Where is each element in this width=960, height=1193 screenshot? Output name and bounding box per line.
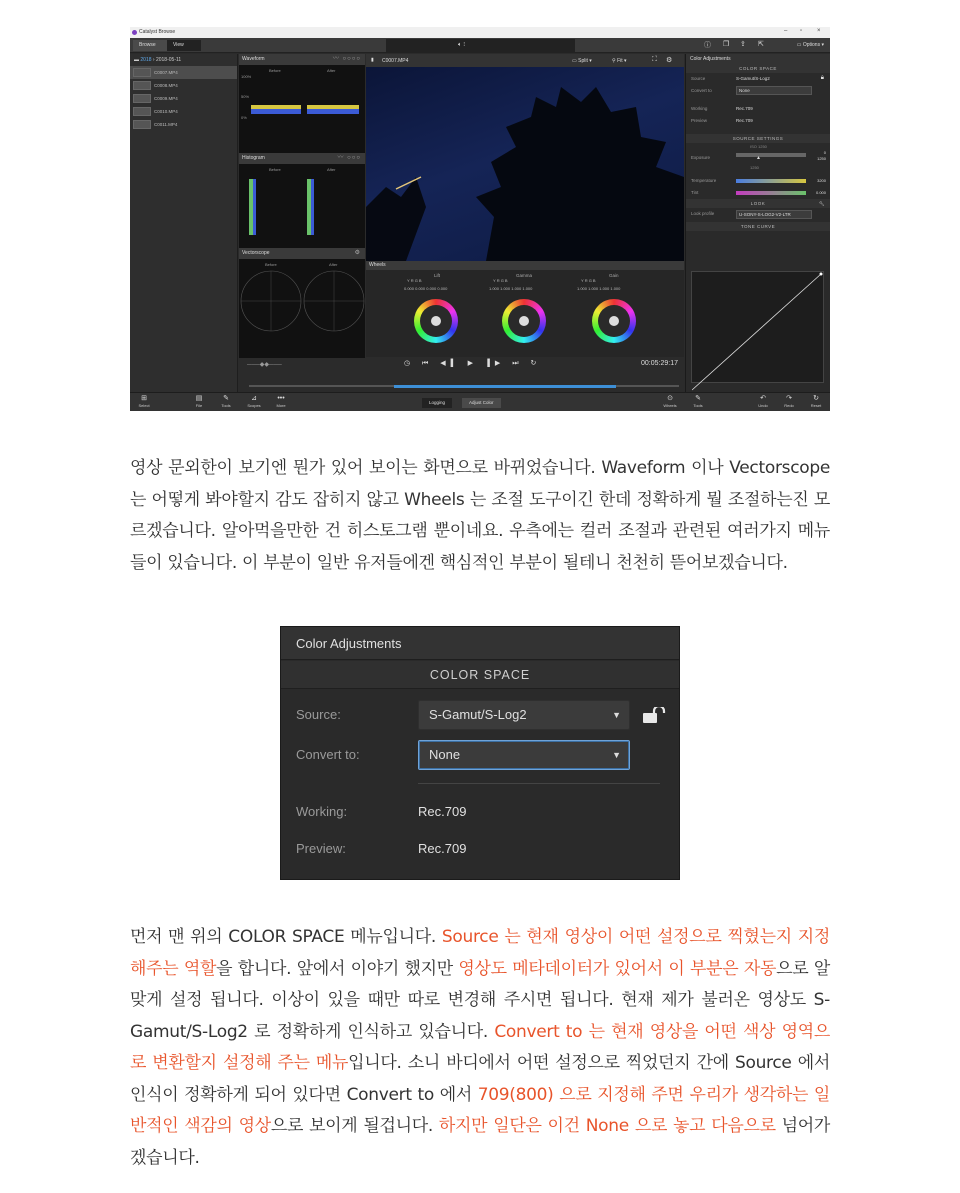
upload-icon[interactable]: ⇪	[740, 41, 746, 48]
export-icon[interactable]: ⇱	[758, 41, 764, 48]
before-label: Before	[269, 167, 281, 172]
app-logo-icon	[132, 30, 137, 35]
vectorscope-header	[239, 248, 365, 259]
tone-curve-line	[692, 272, 823, 392]
exposure-slider-thumb[interactable]: ▲	[756, 155, 761, 161]
select-label: Select	[138, 403, 150, 408]
reset-button[interactable]	[805, 395, 827, 408]
wrench-icon[interactable]: 🔧︎	[818, 201, 825, 206]
gamma-wheel-handle[interactable]	[519, 316, 529, 326]
tint-row	[686, 187, 830, 199]
temperature-row	[686, 175, 830, 187]
waveform-channel-toggles[interactable]: 〰 ○○○○	[332, 56, 361, 62]
film-icon: ▤	[195, 395, 203, 402]
select-button[interactable]	[133, 395, 155, 408]
color-adjustments-closeup	[280, 626, 680, 880]
lift-channels: Y R G B	[407, 278, 422, 283]
tab-view[interactable]: View	[167, 40, 201, 51]
after-label: After	[327, 68, 336, 73]
text-segment: 을 합니다. 앞에서 이야기 했지만	[216, 958, 459, 979]
tools-right-label: Tools	[693, 403, 703, 408]
text-segment: 먼저 맨 위의 COLOR SPACE 메뉴입니다.	[130, 927, 442, 947]
gain-label: Gain	[609, 273, 619, 278]
temperature-label: Temperature	[691, 178, 717, 183]
convert-to-dropdown[interactable]	[418, 740, 630, 770]
source-row	[686, 73, 830, 85]
source-value: S-Gamut/S-Log2	[429, 707, 527, 722]
undo-icon: ↶	[760, 395, 766, 402]
look-profile-row	[686, 208, 830, 222]
tab-adjust-color[interactable]: Adjust Color	[462, 398, 501, 408]
file-thumbnail	[133, 107, 151, 116]
gamma-label: Gamma	[516, 273, 533, 278]
fullscreen-icon[interactable]: ⛶	[652, 56, 657, 63]
chevron-down-icon: ▼	[612, 710, 621, 720]
working-label: Working	[691, 106, 708, 111]
before-label: Before	[269, 68, 281, 73]
convert-to-value: None	[429, 747, 461, 762]
file-thumbnail	[133, 68, 151, 77]
wrench-icon: ✎	[695, 395, 701, 402]
video-viewer[interactable]	[366, 67, 684, 261]
preview-value: Rec.709	[418, 841, 467, 856]
working-label: Working:	[296, 804, 348, 819]
wheels-button[interactable]	[659, 395, 681, 408]
scopes-panel	[239, 54, 365, 358]
video-frame	[366, 67, 684, 261]
clip-icon: ▮	[371, 57, 374, 63]
options-button[interactable]: ▭ Options ▾	[796, 42, 824, 48]
file-item[interactable]	[130, 66, 237, 79]
lift-wheel-handle[interactable]	[431, 316, 441, 326]
working-value: Rec.709	[736, 106, 753, 111]
unlock-icon[interactable]	[643, 707, 667, 723]
before-label: Before	[265, 262, 277, 267]
convert-value: None	[739, 88, 750, 93]
clip-name: C0007.MP4	[382, 58, 409, 64]
color-space-header: COLOR SPACE	[686, 64, 830, 73]
pane-title: Color Adjustments	[686, 54, 830, 64]
window-title: Catalyst Browse	[139, 29, 176, 35]
histogram-channel-toggles[interactable]: 〰 ○○○	[337, 155, 361, 161]
pct-100-label: 100%	[241, 74, 252, 79]
file-item[interactable]	[130, 79, 237, 92]
look-profile-label: Look profile	[691, 211, 715, 216]
file-name: C0008.MP4	[154, 83, 178, 88]
file-name: C0007.MP4	[154, 70, 178, 75]
file-thumbnail	[133, 94, 151, 103]
breadcrumb-separator: ›	[152, 57, 156, 63]
gamma-values[interactable]: 1.000 1.000 1.000 1.000	[489, 286, 533, 291]
text-segment: 으로 알맞게 설정 됩니다. 이상이 있을 때만 따로 변경해 주시면 됩니다. 현재 제가 불러온 영상도 S-Gamut/S-Log2 로 정확하게 인식하고 있습니다.	[130, 958, 830, 1042]
look-profile-value: U-SONY-S-LOG2-V2-LTR	[739, 212, 791, 217]
transport-bar	[239, 358, 684, 392]
lock-icon[interactable]: 🔒︎	[820, 75, 824, 81]
vectorscope-title: Vectorscope	[242, 250, 270, 256]
maximize-icon[interactable]: ▫	[800, 28, 803, 34]
preview-label: Preview:	[296, 841, 346, 856]
source-value[interactable]: S-Gamut/S-Log2	[736, 76, 770, 81]
redo-label: Redo	[784, 403, 794, 408]
file-name: C0011.MP4	[154, 122, 178, 127]
wheels-label: Wheels	[663, 403, 677, 408]
file-name: C0010.MP4	[154, 109, 178, 114]
wrench-icon: ✎	[223, 395, 229, 402]
folder-icon: ▬	[134, 57, 139, 63]
gear-icon[interactable]: ⚙	[354, 250, 361, 256]
exposure-sub-value: 1250	[817, 156, 826, 161]
file-thumbnail	[133, 120, 151, 129]
scopes-icon: ⊿	[251, 395, 257, 402]
preview-value: Rec.709	[736, 118, 753, 123]
convert-to-label: Convert to:	[296, 747, 360, 762]
highlight-convert-role: Convert to 는 현재 영상을 어떤 색상 영역으로 변환할지 설정해 주는 메뉴	[130, 1021, 830, 1073]
jog-shuttle[interactable]: ───◆◆───	[247, 362, 282, 368]
gain-values[interactable]: 1.000 1.000 1.000 1.000	[577, 286, 621, 291]
more-label: More	[276, 403, 286, 408]
tint-value: 0.000	[815, 190, 826, 195]
convert-label: Convert to	[691, 88, 712, 93]
wheels-title: Wheels	[366, 261, 684, 270]
playback-controls[interactable]: ◷ ⏮ ◀▌ ▶ ▐▶ ⏭ ↻	[404, 360, 542, 367]
temperature-slider[interactable]	[736, 179, 806, 183]
redo-icon: ↷	[786, 395, 792, 402]
working-row	[686, 103, 830, 115]
timeline-selection[interactable]	[394, 385, 616, 388]
closeup-title: Color Adjustments	[281, 627, 679, 660]
tab-browse[interactable]: Browse	[133, 40, 167, 51]
settings-icon[interactable]: ⚙	[666, 57, 673, 64]
working-value: Rec.709	[418, 804, 467, 819]
viewer-header	[366, 54, 684, 67]
preview-label: Preview	[691, 118, 708, 123]
options-label: Options	[802, 42, 821, 48]
chevron-down-icon: ▼	[612, 750, 621, 760]
wheels-panel	[366, 261, 684, 357]
color-space-section-header: COLOR SPACE	[281, 661, 679, 689]
fit-label: Fit	[617, 58, 623, 64]
exposure-value: 0	[823, 150, 826, 155]
source-label: Source	[691, 76, 706, 81]
histogram-scope	[239, 164, 365, 248]
look-header	[686, 199, 830, 208]
tone-curve-header: TONE CURVE	[686, 222, 830, 231]
file-item[interactable]	[130, 105, 237, 118]
iso-label: ISO 1250	[750, 144, 767, 149]
fit-control[interactable]: ⚲ Fit ▾	[612, 58, 627, 64]
tint-slider[interactable]	[736, 191, 806, 195]
explanation-paragraph	[130, 922, 830, 1174]
tools-label: Tools	[221, 403, 231, 408]
vectorscope-trace	[239, 259, 365, 369]
divider	[418, 783, 660, 784]
vectorscope-scope	[239, 259, 365, 369]
copy-icon[interactable]: ❐	[723, 41, 730, 48]
split-control[interactable]: ▭ Split ▾	[572, 58, 592, 64]
preview-row	[686, 115, 830, 127]
more-button[interactable]	[270, 395, 292, 408]
gain-wheel-handle[interactable]	[609, 316, 619, 326]
tools-right-button[interactable]	[687, 395, 709, 408]
spacer	[686, 127, 830, 134]
source-label: Source:	[296, 707, 341, 722]
wheels-icon: ⊙	[667, 395, 673, 402]
redo-button[interactable]	[778, 395, 800, 408]
undo-label: Undo	[758, 403, 768, 408]
more-icon: •••	[277, 395, 285, 402]
info-icon[interactable]: ⓘ	[704, 42, 711, 49]
select-icon: ⊞	[141, 395, 147, 402]
file-item[interactable]	[130, 118, 237, 131]
file-thumbnail	[133, 81, 151, 90]
scopes-button[interactable]	[243, 395, 265, 408]
pct-0-label: 0%	[241, 115, 247, 120]
gamma-wheel[interactable]	[502, 299, 546, 343]
close-icon[interactable]: ×	[817, 28, 821, 34]
file-name: C0009.MP4	[154, 96, 178, 101]
highlight-metadata-auto: 영상도 메타데이터가 있어서 이 부분은 자동	[458, 958, 777, 979]
highlight-none: 하지만 일단은 이건 None 으로 놓고 다음으로	[438, 1116, 776, 1136]
convert-row	[686, 85, 830, 97]
highlight-709: 709(800) 으로 지정해 주면 우리가 생각하는 일반적인 색감의 영상	[130, 1084, 830, 1136]
waveform-title: Waveform	[242, 56, 265, 62]
histogram-title: Histogram	[242, 155, 265, 161]
scopes-label: Scopes	[247, 403, 261, 408]
intro-paragraph: 영상 문외한이 보기엔 뭔가 있어 보이는 화면으로 바뀌었습니다. Waveform 이나 Vectorscope 는 어떻게 봐야할지 감도 잡히지 않고 Wheels 는 조절 도구이긴 한데 정확하게 뭘 조절하는진 모르겠습니다. 알아먹을만한 건 히스토그램 뿐이네요. 우측에는 컬러 조절과 관련된 여러가지 메뉴들이 있습니다. 이 부분이 일반 유저들에겐 핵심적인 부분이 될테니 천천히 뜯어보겠습니다.	[130, 458, 830, 573]
speaker-icon[interactable]: 🔈︎ ⁝	[458, 42, 466, 48]
bottom-toolbar	[130, 392, 830, 411]
reset-label: Reset	[810, 403, 822, 408]
temperature-value: 3200	[817, 178, 826, 183]
lift-values[interactable]: 0.000 0.000 0.000 0.000	[404, 286, 448, 291]
breadcrumb-child[interactable]: 2018-05-11	[155, 57, 182, 63]
reset-icon: ↻	[813, 395, 819, 402]
main-toolbar	[130, 38, 830, 53]
lift-wheel[interactable]	[414, 299, 458, 343]
split-label: Split	[578, 58, 588, 64]
exposure-row	[686, 143, 830, 175]
text-segment: 입니다. 소니 바디에서 어떤 설정으로 찍었던지 간에 Source 에서 인식이 정확하게 되어 있다면 Convert to 에서	[130, 1053, 830, 1105]
tone-curve-graph[interactable]	[691, 271, 824, 383]
lift-label: Lift	[434, 273, 441, 278]
look-title: LOOK	[750, 201, 766, 206]
histogram-header	[239, 153, 365, 164]
convert-dropdown[interactable]	[736, 86, 812, 95]
text-segment: 으로 보이게 될겁니다.	[270, 1116, 439, 1136]
highlight-source-role: Source 는 현재 영상이 어떤 설정으로 찍혔는지 지정해주는 역할	[130, 927, 830, 979]
breadcrumb-root[interactable]: 2018	[140, 57, 152, 63]
breadcrumb	[130, 54, 237, 66]
histogram-trace	[239, 164, 365, 248]
text-segment: 넘어가겠습니다.	[130, 1116, 830, 1168]
waveform-trace	[239, 65, 365, 153]
options-icon: ▭	[796, 42, 803, 48]
tint-label: Tint	[691, 190, 699, 195]
after-label: After	[327, 167, 336, 172]
pct-50-label: 50%	[241, 94, 250, 99]
after-label: After	[329, 262, 338, 267]
look-profile-dropdown[interactable]	[736, 210, 812, 219]
tab-logging[interactable]: Logging	[422, 398, 452, 408]
waveform-header	[239, 54, 365, 65]
window-titlebar	[130, 27, 830, 38]
file-browser	[130, 54, 238, 392]
source-settings-header: SOURCE SETTINGS	[686, 134, 830, 143]
file-label: File	[195, 403, 203, 408]
tools-button[interactable]	[215, 395, 237, 408]
timecode: 00:05:29:17	[641, 360, 678, 367]
catalyst-browse-window	[130, 27, 830, 411]
exposure-slider[interactable]	[736, 153, 806, 157]
gain-wheel[interactable]	[592, 299, 636, 343]
exposure-label: Exposure	[691, 155, 711, 160]
file-button[interactable]	[188, 395, 210, 408]
undo-button[interactable]	[752, 395, 774, 408]
gain-channels: Y R G B	[581, 278, 596, 283]
waveform-scope	[239, 65, 365, 153]
source-dropdown[interactable]	[418, 700, 630, 730]
file-item[interactable]	[130, 92, 237, 105]
iso-small-value: 1250	[750, 165, 759, 170]
gamma-channels: Y R G B	[493, 278, 508, 283]
minimize-icon[interactable]: –	[784, 28, 788, 34]
audio-meter	[386, 39, 575, 52]
